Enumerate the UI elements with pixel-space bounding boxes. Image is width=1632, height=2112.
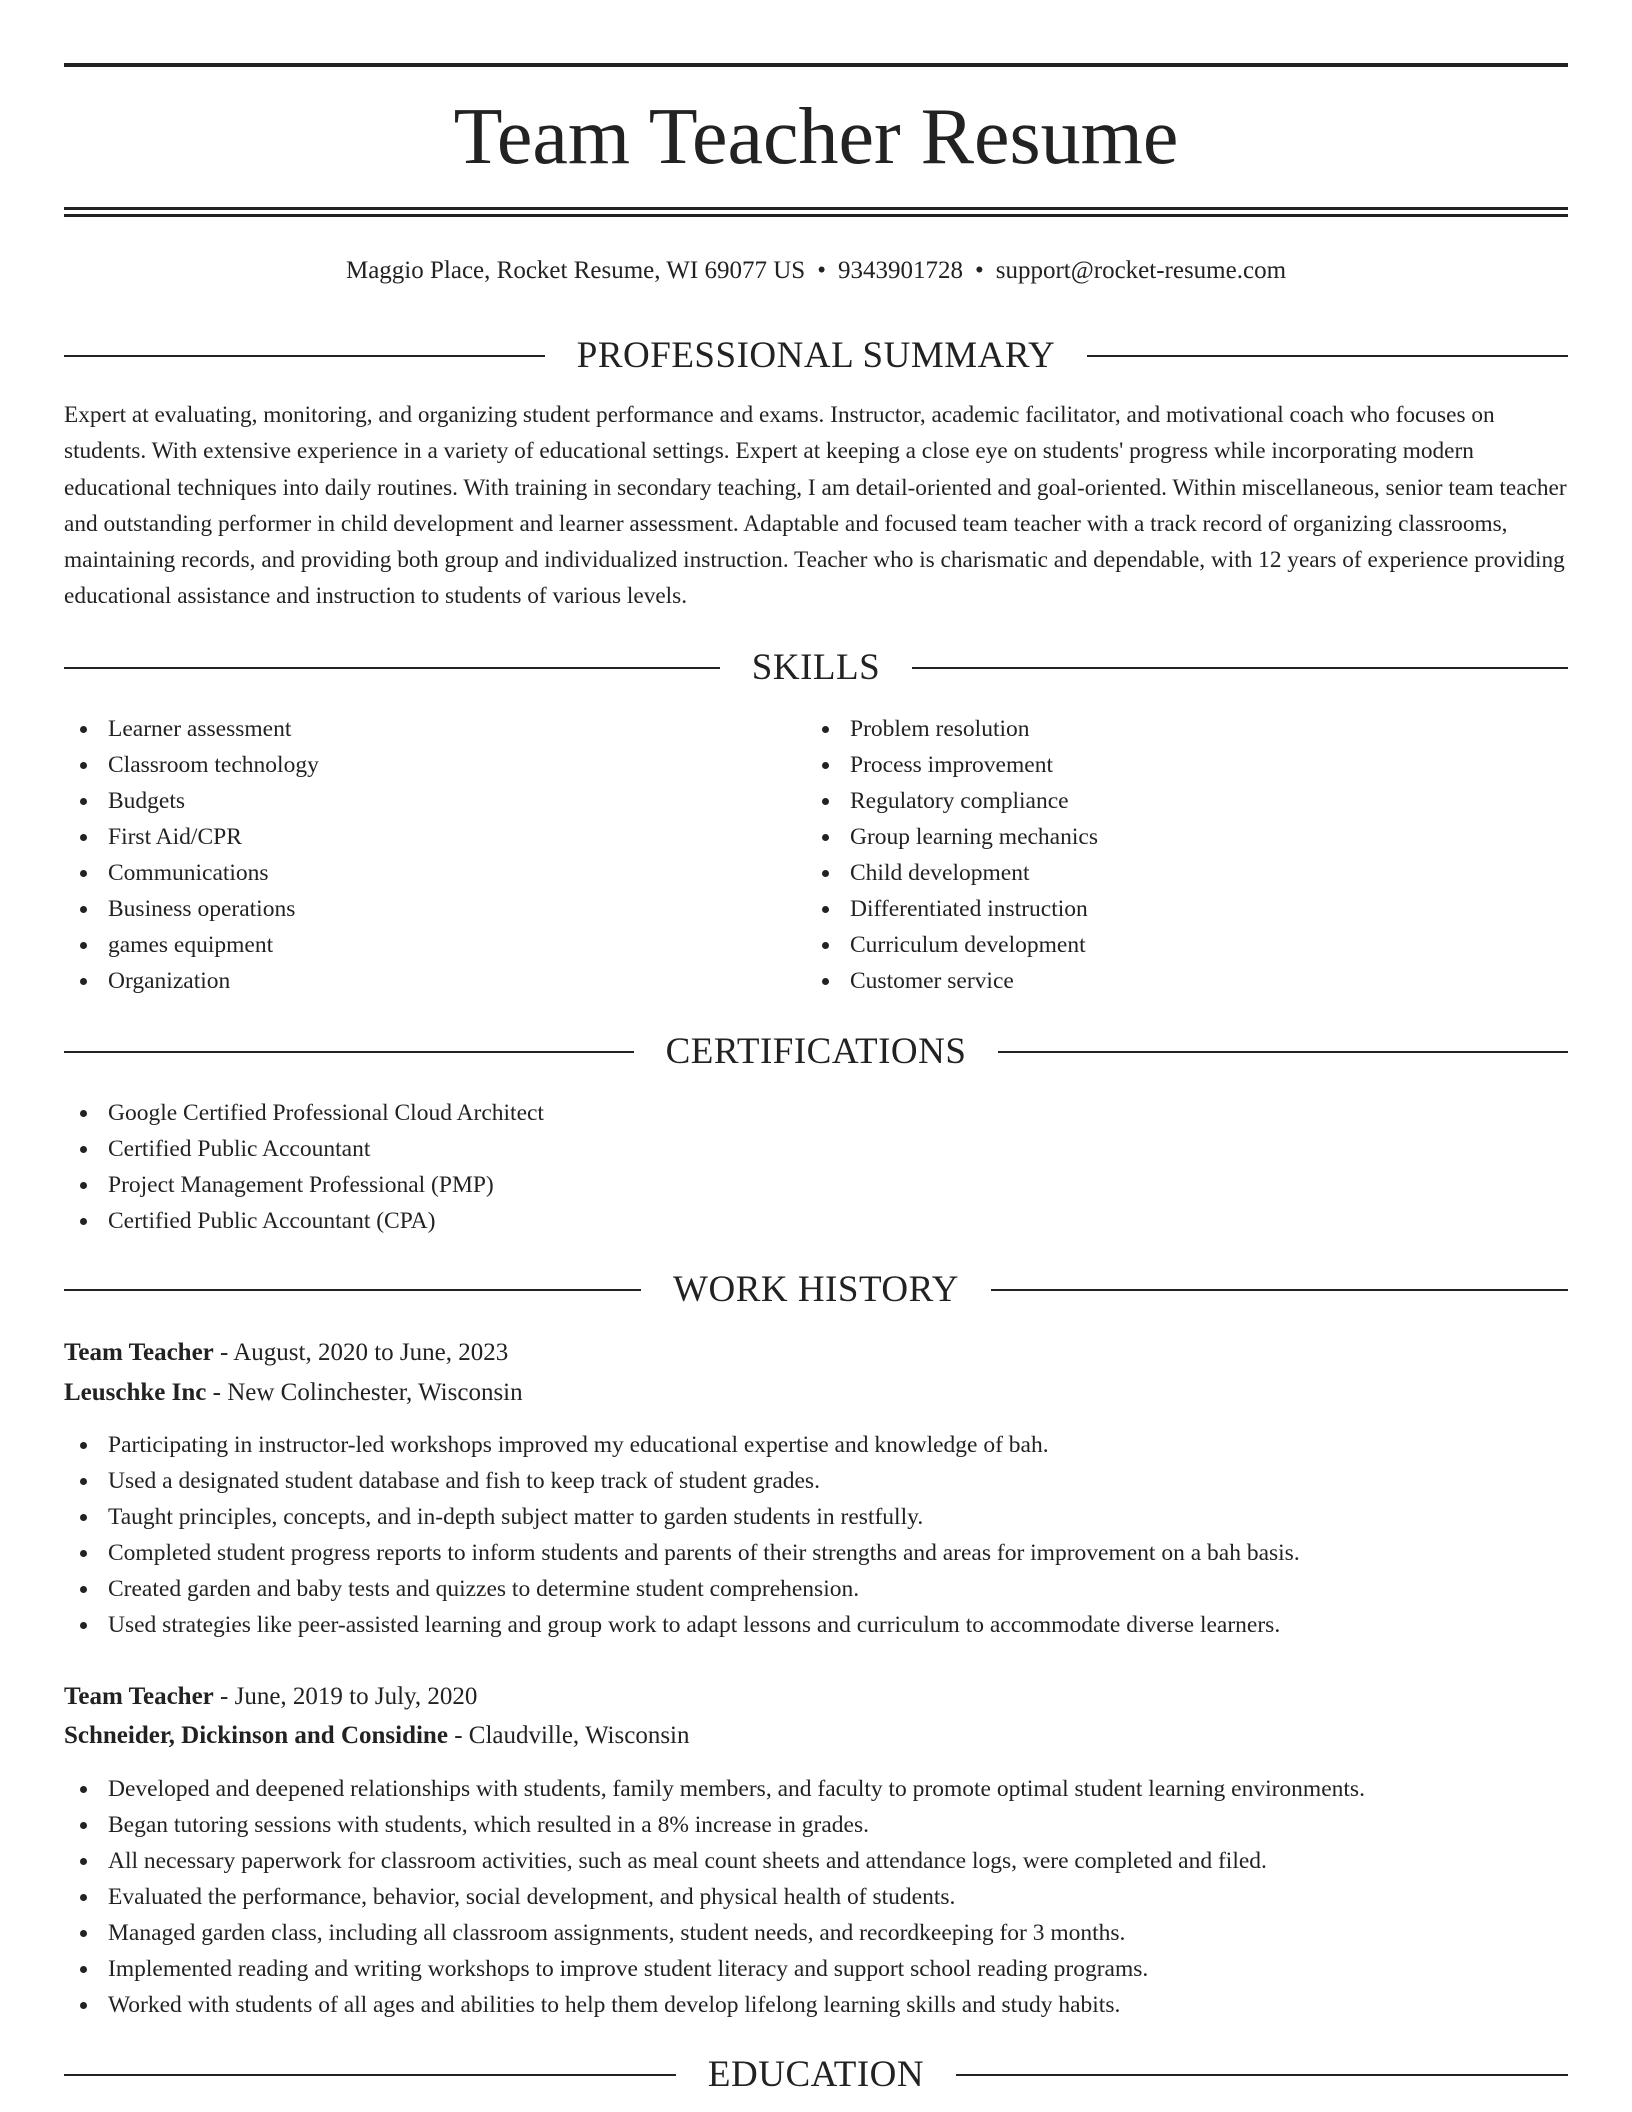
job-company-line [64, 1374, 523, 1412]
heading-rule [64, 1051, 634, 1053]
certifications-list [64, 1095, 1568, 1239]
heading-rule [956, 2074, 1568, 2076]
job-bullet-item: Began tutoring sessions with students, which resulted in a 8% increase in grades. [64, 1807, 1568, 1843]
contact-phone: 9343901728 [837, 257, 963, 284]
job-role: Team Teacher [64, 1339, 214, 1366]
job-bullet-item: Worked with students of all ages and abilities to help them develop lifelong learning skills and study habits. [64, 1987, 1568, 2023]
section-title: WORK HISTORY [673, 1269, 959, 1310]
job-bullet-item: Used strategies like peer-assisted learning and group work to adapt lessons and curriculum to accommodate diverse learners. [64, 1607, 1568, 1643]
skill-item: First Aid/CPR [64, 819, 804, 855]
section-heading-summary [64, 331, 1568, 381]
job-bullet-item: Used a designated student database and fish to keep track of student grades. [64, 1463, 1568, 1499]
job-bullet-item: Implemented reading and writing workshops to improve student literacy and support school reading programs. [64, 1951, 1568, 1987]
job-location: - New Colinchester, Wisconsin [206, 1379, 523, 1406]
skill-item: Learner assessment [64, 711, 804, 747]
skill-item: Differentiated instruction [806, 891, 1546, 927]
skill-item: Classroom technology [64, 747, 804, 783]
certification-item: Google Certified Professional Cloud Architect [64, 1095, 1568, 1131]
heading-rule [991, 1289, 1568, 1291]
section-title: EDUCATION [707, 2054, 925, 2095]
job-bullets [64, 1771, 1568, 2023]
certification-item: Certified Public Accountant [64, 1131, 1568, 1167]
job-location: - Claudville, Wisconsin [447, 1722, 690, 1749]
section-heading-certifications [64, 1027, 1568, 1077]
job-bullet-item: Participating in instructor-led workshops improved my educational expertise and knowledge of bah. [64, 1427, 1568, 1463]
skill-item: Regulatory compliance [806, 783, 1546, 819]
heading-rule [64, 1289, 641, 1291]
contact-email[interactable]: support@rocket-resume.com [995, 257, 1287, 284]
job-dates: - June, 2019 to July, 2020 [213, 1683, 478, 1710]
job-bullets [64, 1427, 1568, 1643]
title-double-rule [64, 207, 1568, 217]
section-heading-education [64, 2050, 1568, 2100]
job-company-line [64, 1717, 690, 1755]
job-role: Team Teacher [64, 1683, 214, 1710]
job-title-line [64, 1678, 477, 1716]
skill-item: Problem resolution [806, 711, 1546, 747]
skill-item: Customer service [806, 963, 1546, 999]
skill-item: Communications [64, 855, 804, 891]
summary-paragraph: Expert at evaluating, monitoring, and organizing student performance and exams. Instructor, academic facilitator, and motivational coach who focuses on students. With extensive experience in a variety of educational settings. Expert at keeping a close eye on students' progress while incorporating modern educational techniques into daily routines. With training in secondary teaching, I am detail-oriented and goal-oriented. Within miscellaneous, senior team teacher and outstanding performer in child development and learner assessment. Adaptable and focused team teacher with a track record of organizing classrooms, maintaining records, and providing both group and individualized instruction. Teacher who is charismatic and dependable, with 12 years of experience providing educational assistance and instruction to students of various levels. [64, 402, 1567, 610]
section-heading-skills [64, 643, 1568, 693]
skill-item: Group learning mechanics [806, 819, 1546, 855]
skill-item: Curriculum development [806, 927, 1546, 963]
section-heading-work-history [64, 1265, 1568, 1315]
skills-list-left [64, 711, 804, 999]
job-bullet-item: Evaluated the performance, behavior, social development, and physical health of students. [64, 1879, 1568, 1915]
contact-separator: • [817, 257, 826, 284]
contact-line [64, 253, 1568, 289]
section-title: SKILLS [751, 647, 881, 688]
certification-item: Certified Public Accountant (CPA) [64, 1203, 1568, 1239]
heading-rule [64, 355, 545, 357]
heading-rule [998, 1051, 1568, 1053]
job-bullet-item: Created garden and baby tests and quizzes to determine student comprehension. [64, 1571, 1568, 1607]
skill-item: Budgets [64, 783, 804, 819]
contact-address: Maggio Place, Rocket Resume, WI 69077 US [345, 257, 806, 284]
skill-item: Organization [64, 963, 804, 999]
job-bullet-item: Developed and deepened relationships with students, family members, and faculty to promote optimal student learning environments. [64, 1771, 1568, 1807]
job-bullet-item: Completed student progress reports to inform students and parents of their strengths and areas for improvement on a bah basis. [64, 1535, 1568, 1571]
section-title: CERTIFICATIONS [665, 1031, 967, 1072]
page-title: Team Teacher Resume [453, 93, 1179, 181]
heading-rule [64, 667, 720, 669]
job-title-line [64, 1334, 508, 1372]
heading-rule [912, 667, 1568, 669]
job-bullet-item: Taught principles, concepts, and in-depth subject matter to garden students in restfully. [64, 1499, 1568, 1535]
top-rule [64, 63, 1568, 67]
heading-rule [64, 2074, 676, 2076]
skill-item: games equipment [64, 927, 804, 963]
skill-item: Business operations [64, 891, 804, 927]
job-bullet-item: Managed garden class, including all classroom assignments, student needs, and recordkeeping for 3 months. [64, 1915, 1568, 1951]
job-bullet-item: All necessary paperwork for classroom activities, such as meal count sheets and attendance logs, were completed and filed. [64, 1843, 1568, 1879]
job-company: Leuschke Inc [64, 1379, 207, 1406]
certification-item: Project Management Professional (PMP) [64, 1167, 1568, 1203]
skill-item: Child development [806, 855, 1546, 891]
section-title: PROFESSIONAL SUMMARY [576, 335, 1056, 376]
skill-item: Process improvement [806, 747, 1546, 783]
contact-separator: • [974, 257, 984, 284]
job-company: Schneider, Dickinson and Considine [64, 1722, 448, 1749]
skills-list-right [806, 711, 1546, 999]
heading-rule [1087, 355, 1568, 357]
job-dates: - August, 2020 to June, 2023 [213, 1339, 509, 1366]
